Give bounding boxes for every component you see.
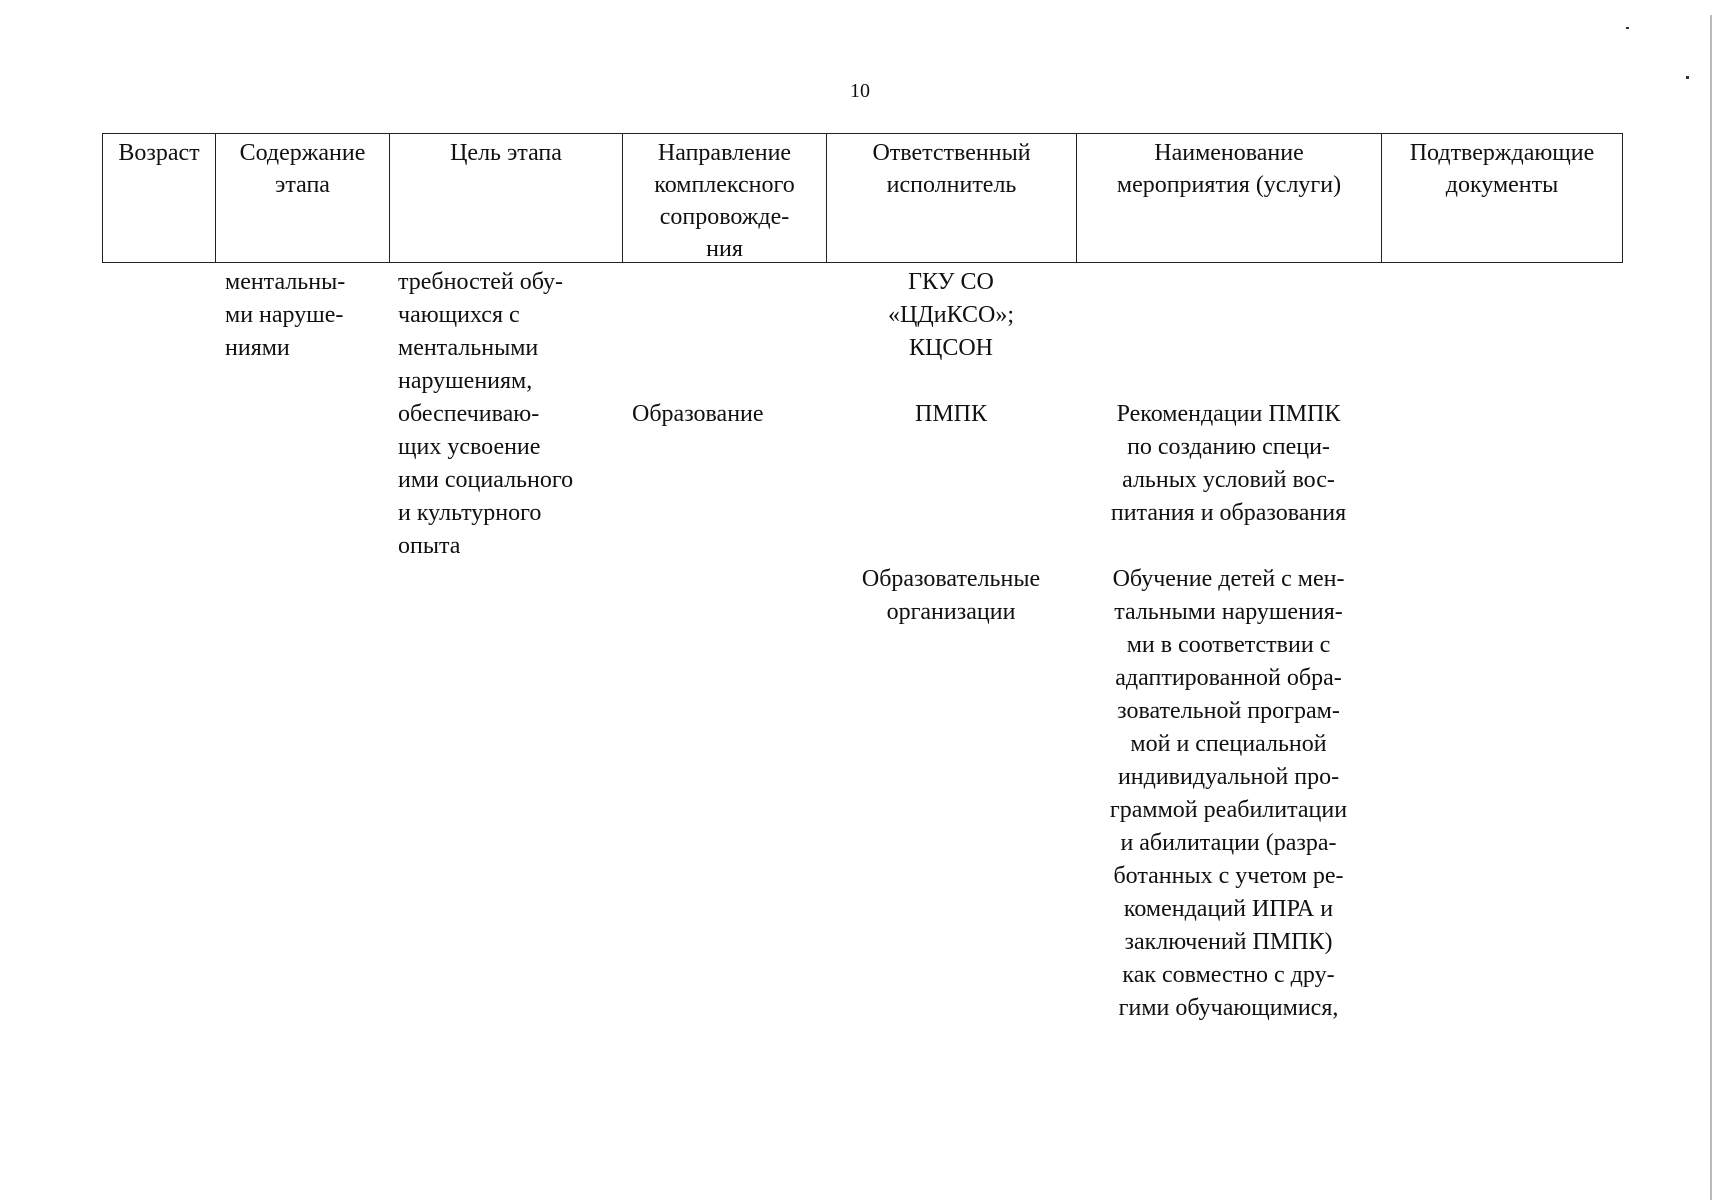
page-number: 10 (850, 80, 870, 102)
scan-speck (1686, 76, 1689, 79)
header-responsible: Ответственный исполнитель (827, 134, 1077, 262)
responsible-cell-2: ПМПК (914, 401, 987, 427)
header-direction: Направление комплексного сопровожде- ния (623, 134, 827, 262)
header-documents: Подтверждающие документы (1409, 140, 1595, 198)
event-cell-1: Рекомендации ПМПК по созданию специ- альных условий вос- питания и образования (1110, 401, 1347, 526)
scan-speck (1626, 27, 1629, 29)
header-stage-goal: Цель этапа (390, 134, 623, 262)
event-cell-2: Обучение детей с мен- тальными нарушения- ми в соответствии с адаптированной обра- зовательной програм- мой и специальной индивидуальной про- граммой реабилитации и абилитации (разра- ботанных с учетом ре- комендаций ИПРА и заключений ПМПК) как совместно с дру- гими обучающимися, (1109, 566, 1348, 1021)
stage-content-cell: ментальны- ми наруше- ниями (225, 269, 346, 361)
scan-edge-line (1710, 15, 1712, 1200)
header-stage-content: Содержание этапа (216, 134, 390, 262)
header-event-name: Наименование мероприятия (услуги) (1077, 134, 1382, 262)
responsible-cell-1: ГКУ СО «ЦДиКСО»; КЦСОН (888, 269, 1014, 361)
table-header (102, 133, 1623, 263)
stage-goal-cell: требностей обу- чающихся с ментальными нарушениям, обеспечиваю- щих усвоение ими социального и культурного опыта (398, 269, 574, 559)
header-age: Возраст (103, 134, 216, 262)
direction-cell: Образование (632, 401, 764, 427)
responsible-cell-3: Образовательные организации (861, 566, 1041, 625)
